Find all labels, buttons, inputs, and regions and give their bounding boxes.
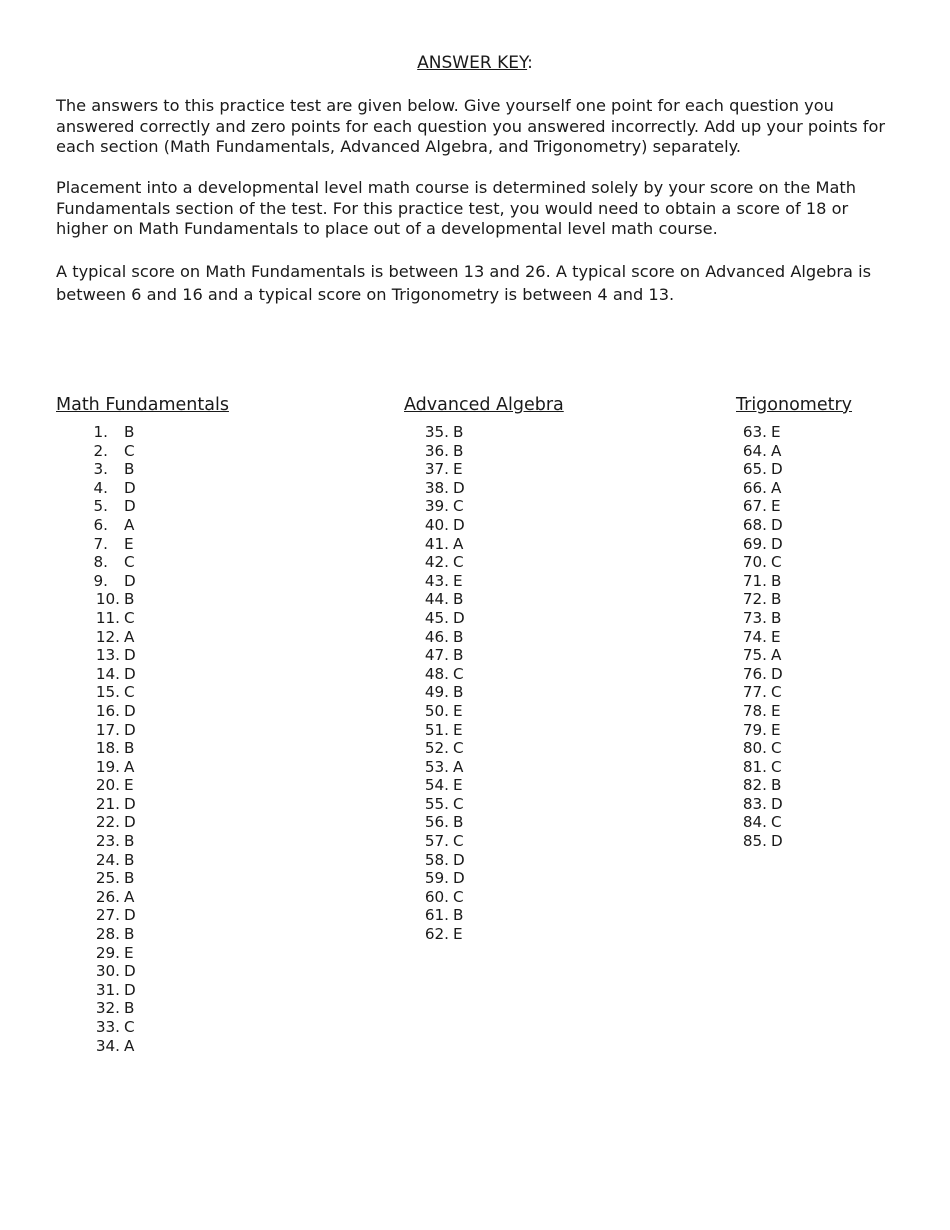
answer-letter: B xyxy=(124,460,135,479)
answer-letter: C xyxy=(771,553,782,572)
question-number: 26. xyxy=(95,887,120,906)
question-number: 63. xyxy=(742,423,767,441)
answer-item xyxy=(92,553,136,572)
answer-item xyxy=(92,962,136,981)
answer-item xyxy=(739,739,783,758)
answer-letter: E xyxy=(124,776,134,795)
question-number: 48. xyxy=(424,664,449,683)
answer-letter: D xyxy=(124,664,136,683)
answer-item xyxy=(421,702,465,721)
answer-letter: A xyxy=(124,887,135,906)
answer-letter: C xyxy=(771,757,782,776)
answer-letter: D xyxy=(124,962,136,981)
answer-letter: D xyxy=(771,534,783,553)
answer-item xyxy=(421,628,465,647)
answer-item xyxy=(421,869,465,888)
question-number: 55. xyxy=(424,794,449,813)
answer-letter: B xyxy=(453,683,464,702)
question-number: 80. xyxy=(742,739,767,758)
advanced-algebra-answer-list xyxy=(421,423,465,944)
question-number: 14. xyxy=(95,664,120,683)
answer-item xyxy=(739,479,783,498)
answer-letter: D xyxy=(453,608,465,627)
answer-item xyxy=(739,795,783,814)
answer-letter: C xyxy=(124,608,135,627)
answer-letter: D xyxy=(124,571,136,590)
question-number: 69. xyxy=(742,534,767,553)
question-number: 73. xyxy=(742,608,767,627)
question-number: 59. xyxy=(424,869,449,888)
answer-letter: E xyxy=(453,460,463,479)
answer-letter: B xyxy=(453,646,464,665)
answer-letter: B xyxy=(124,590,135,609)
question-number: 65. xyxy=(742,460,767,479)
question-number: 44. xyxy=(424,590,449,609)
answer-item xyxy=(739,832,783,851)
answer-item xyxy=(421,442,465,461)
advanced-algebra-heading: Advanced Algebra xyxy=(404,395,564,415)
answer-letter: E xyxy=(453,701,463,720)
answer-item xyxy=(739,813,783,832)
question-number: 19. xyxy=(95,757,120,776)
answer-item xyxy=(92,925,136,944)
answer-item xyxy=(739,609,783,628)
question-number: 29. xyxy=(95,943,120,962)
answer-letter: D xyxy=(771,664,783,683)
question-number: 75. xyxy=(742,646,767,665)
answer-letter: A xyxy=(124,515,135,534)
answer-item xyxy=(92,906,136,925)
question-number: 50. xyxy=(424,701,449,720)
answer-item xyxy=(92,869,136,888)
answer-letter: E xyxy=(771,497,781,516)
question-number: 33. xyxy=(95,1018,120,1036)
answer-item xyxy=(739,460,783,479)
answer-item xyxy=(421,721,465,740)
question-number: 31. xyxy=(95,980,120,999)
answer-item xyxy=(421,776,465,795)
answer-item xyxy=(92,442,136,461)
page-title-colon: : xyxy=(527,53,533,73)
question-number: 47. xyxy=(424,646,449,665)
answer-item xyxy=(421,888,465,907)
question-number: 82. xyxy=(742,776,767,795)
question-number: 56. xyxy=(424,813,449,832)
question-number: 16. xyxy=(95,701,120,720)
answer-letter: A xyxy=(771,646,782,665)
question-number: 46. xyxy=(424,627,449,646)
answer-letter: E xyxy=(771,423,781,441)
question-number: 36. xyxy=(424,441,449,460)
answer-letter: A xyxy=(124,1036,135,1055)
answer-item xyxy=(92,460,136,479)
answer-letter: C xyxy=(124,683,135,702)
answer-letter: B xyxy=(771,776,782,795)
question-number: 3. xyxy=(93,460,108,479)
answer-letter: B xyxy=(124,850,135,869)
answer-item xyxy=(739,553,783,572)
answer-letter: D xyxy=(453,850,465,869)
answer-letter: B xyxy=(453,906,464,925)
question-number: 28. xyxy=(95,925,120,944)
answer-item xyxy=(421,479,465,498)
answer-item xyxy=(92,423,136,442)
answer-letter: A xyxy=(771,441,782,460)
answer-item xyxy=(421,572,465,591)
placement-paragraph: Placement into a developmental level math course is determined solely by your score on the Math Fundamentals section of the test. For this practice test, you would need to obtain a score of 18 or higher on Math Fundamentals to place out of a developmental level math course. xyxy=(56,178,857,238)
answer-letter: C xyxy=(453,497,464,516)
answer-letter: A xyxy=(771,478,782,497)
answer-item xyxy=(92,702,136,721)
question-number: 25. xyxy=(95,869,120,888)
answer-letter: D xyxy=(771,515,783,534)
question-number: 45. xyxy=(424,608,449,627)
question-number: 12. xyxy=(95,627,120,646)
answer-letter: D xyxy=(771,832,783,851)
answer-letter: D xyxy=(453,478,465,497)
answer-letter: B xyxy=(124,832,135,851)
answer-item xyxy=(92,572,136,591)
answer-item xyxy=(421,646,465,665)
answer-item xyxy=(421,832,465,851)
question-number: 8. xyxy=(93,553,108,572)
answer-item xyxy=(92,516,136,535)
answer-letter: B xyxy=(453,627,464,646)
question-number: 11. xyxy=(95,608,120,627)
question-number: 52. xyxy=(424,739,449,758)
answer-item xyxy=(92,758,136,777)
answer-letter: D xyxy=(124,478,136,497)
question-number: 40. xyxy=(424,515,449,534)
question-number: 83. xyxy=(742,794,767,813)
answer-item xyxy=(92,888,136,907)
answer-letter: B xyxy=(453,441,464,460)
answer-item xyxy=(739,683,783,702)
question-number: 60. xyxy=(424,887,449,906)
question-number: 1. xyxy=(93,423,108,441)
answer-letter: B xyxy=(771,571,782,590)
question-number: 32. xyxy=(95,999,120,1018)
answer-letter: D xyxy=(453,515,465,534)
question-number: 27. xyxy=(95,906,120,925)
page-title-text: ANSWER KEY xyxy=(417,53,528,73)
question-number: 10. xyxy=(95,590,120,609)
page-title xyxy=(0,52,950,74)
answer-item xyxy=(739,572,783,591)
answer-item xyxy=(92,851,136,870)
question-number: 49. xyxy=(424,683,449,702)
question-number: 24. xyxy=(95,850,120,869)
question-number: 41. xyxy=(424,534,449,553)
question-number: 54. xyxy=(424,776,449,795)
answer-item xyxy=(92,944,136,963)
answer-item xyxy=(739,776,783,795)
answer-letter: D xyxy=(124,720,136,739)
answer-item xyxy=(421,535,465,554)
answer-item xyxy=(739,721,783,740)
answer-item xyxy=(421,497,465,516)
question-number: 70. xyxy=(742,553,767,572)
question-number: 35. xyxy=(424,423,449,441)
answer-item xyxy=(421,758,465,777)
answer-letter: B xyxy=(124,925,135,944)
answer-item xyxy=(739,702,783,721)
answer-item xyxy=(92,590,136,609)
answer-letter: D xyxy=(124,646,136,665)
question-number: 58. xyxy=(424,850,449,869)
question-number: 5. xyxy=(93,497,108,516)
answer-item xyxy=(421,423,465,442)
answer-letter: E xyxy=(771,627,781,646)
question-number: 23. xyxy=(95,832,120,851)
answer-item xyxy=(92,683,136,702)
question-number: 39. xyxy=(424,497,449,516)
question-number: 53. xyxy=(424,757,449,776)
answer-letter: A xyxy=(453,534,464,553)
answer-letter: E xyxy=(771,720,781,739)
answer-letter: D xyxy=(124,906,136,925)
answer-letter: D xyxy=(771,794,783,813)
answer-item xyxy=(421,683,465,702)
question-number: 64. xyxy=(742,441,767,460)
answer-letter: C xyxy=(453,739,464,758)
question-number: 78. xyxy=(742,701,767,720)
question-number: 17. xyxy=(95,720,120,739)
answer-letter: D xyxy=(124,497,136,516)
answer-letter: C xyxy=(124,553,135,572)
answer-letter: A xyxy=(124,627,135,646)
answer-letter: B xyxy=(453,813,464,832)
answer-letter: E xyxy=(771,701,781,720)
answer-item xyxy=(739,665,783,684)
question-number: 51. xyxy=(424,720,449,739)
answer-letter: D xyxy=(124,701,136,720)
answer-item xyxy=(739,535,783,554)
trigonometry-answer-list xyxy=(739,423,783,851)
answer-item xyxy=(92,721,136,740)
trigonometry-heading: Trigonometry xyxy=(736,395,853,415)
question-number: 72. xyxy=(742,590,767,609)
question-number: 6. xyxy=(93,515,108,534)
answer-letter: C xyxy=(453,794,464,813)
question-number: 84. xyxy=(742,813,767,832)
answer-letter: B xyxy=(124,423,135,441)
question-number: 85. xyxy=(742,832,767,851)
answer-item xyxy=(739,590,783,609)
answer-letter: E xyxy=(453,776,463,795)
answer-letter: B xyxy=(124,869,135,888)
question-number: 34. xyxy=(95,1036,120,1055)
answer-item xyxy=(92,628,136,647)
answer-item xyxy=(92,535,136,554)
question-number: 2. xyxy=(93,441,108,460)
question-number: 71. xyxy=(742,571,767,590)
question-number: 18. xyxy=(95,739,120,758)
answer-item xyxy=(92,776,136,795)
answer-letter: C xyxy=(453,553,464,572)
answer-item xyxy=(739,628,783,647)
answer-letter: E xyxy=(124,943,134,962)
question-number: 79. xyxy=(742,720,767,739)
answer-item xyxy=(739,758,783,777)
answer-item xyxy=(421,795,465,814)
answer-letter: C xyxy=(771,739,782,758)
answer-item xyxy=(92,497,136,516)
question-number: 66. xyxy=(742,478,767,497)
answer-letter: B xyxy=(771,590,782,609)
question-number: 43. xyxy=(424,571,449,590)
question-number: 57. xyxy=(424,832,449,851)
answer-item xyxy=(421,813,465,832)
answer-letter: B xyxy=(124,999,135,1018)
answer-letter: E xyxy=(124,534,134,553)
answer-letter: C xyxy=(453,887,464,906)
answer-letter: E xyxy=(453,571,463,590)
answer-item xyxy=(421,906,465,925)
answer-letter: E xyxy=(453,925,463,944)
answer-item xyxy=(92,609,136,628)
answer-letter: D xyxy=(453,869,465,888)
question-number: 9. xyxy=(93,571,108,590)
answer-letter: D xyxy=(771,460,783,479)
answer-item xyxy=(421,925,465,944)
answer-item xyxy=(739,516,783,535)
answer-letter: D xyxy=(124,980,136,999)
question-number: 77. xyxy=(742,683,767,702)
answer-item xyxy=(421,609,465,628)
answer-item xyxy=(739,497,783,516)
question-number: 13. xyxy=(95,646,120,665)
answer-item xyxy=(421,590,465,609)
answer-item xyxy=(92,813,136,832)
question-number: 67. xyxy=(742,497,767,516)
question-number: 20. xyxy=(95,776,120,795)
answer-item xyxy=(421,460,465,479)
math-fundamentals-answer-list xyxy=(92,423,136,1055)
answer-letter: A xyxy=(453,757,464,776)
answer-item xyxy=(421,851,465,870)
question-number: 7. xyxy=(93,534,108,553)
answer-item xyxy=(92,479,136,498)
answer-item xyxy=(421,516,465,535)
answer-item xyxy=(92,1037,136,1056)
answer-letter: C xyxy=(771,813,782,832)
answer-item xyxy=(421,665,465,684)
question-number: 68. xyxy=(742,515,767,534)
math-fundamentals-heading: Math Fundamentals xyxy=(56,395,229,415)
answer-item xyxy=(739,646,783,665)
answer-item xyxy=(421,553,465,572)
typical-score-paragraph: A typical score on Math Fundamentals is between 13 and 26. A typical score on Advanced Algebra is between 6 and 16 and a typical score on Trigonometry is between 4 and 13. xyxy=(56,262,872,304)
answer-item xyxy=(92,981,136,1000)
question-number: 38. xyxy=(424,478,449,497)
answer-letter: B xyxy=(771,608,782,627)
question-number: 74. xyxy=(742,627,767,646)
answer-item xyxy=(739,423,783,442)
answer-item xyxy=(92,665,136,684)
answer-item xyxy=(739,442,783,461)
question-number: 42. xyxy=(424,553,449,572)
answer-letter: C xyxy=(453,832,464,851)
question-number: 21. xyxy=(95,794,120,813)
answer-letter: B xyxy=(453,423,464,441)
answer-letter: E xyxy=(453,720,463,739)
answer-item xyxy=(92,646,136,665)
answer-letter: D xyxy=(124,813,136,832)
answer-letter: C xyxy=(771,683,782,702)
question-number: 22. xyxy=(95,813,120,832)
answer-letter: B xyxy=(124,739,135,758)
question-number: 37. xyxy=(424,460,449,479)
answer-letter: A xyxy=(124,757,135,776)
answer-letter: C xyxy=(453,664,464,683)
question-number: 4. xyxy=(93,478,108,497)
answer-item xyxy=(421,739,465,758)
answer-letter: B xyxy=(453,590,464,609)
answer-item xyxy=(92,832,136,851)
answer-item xyxy=(92,739,136,758)
answer-item xyxy=(92,1018,136,1037)
instructions-paragraph: The answers to this practice test are given below. Give yourself one point for each question you answered correctly and zero points for each question you answered incorrectly. Add up your points for each section (Math Fundamentals, Advanced Algebra, and Trigonometry) separately. xyxy=(56,96,886,156)
question-number: 61. xyxy=(424,906,449,925)
question-number: 62. xyxy=(424,925,449,944)
answer-letter: C xyxy=(124,1018,135,1036)
question-number: 81. xyxy=(742,757,767,776)
answer-letter: C xyxy=(124,441,135,460)
question-number: 15. xyxy=(95,683,120,702)
question-number: 76. xyxy=(742,664,767,683)
answer-item xyxy=(92,999,136,1018)
answer-letter: D xyxy=(124,794,136,813)
answer-item xyxy=(92,795,136,814)
question-number: 30. xyxy=(95,962,120,981)
